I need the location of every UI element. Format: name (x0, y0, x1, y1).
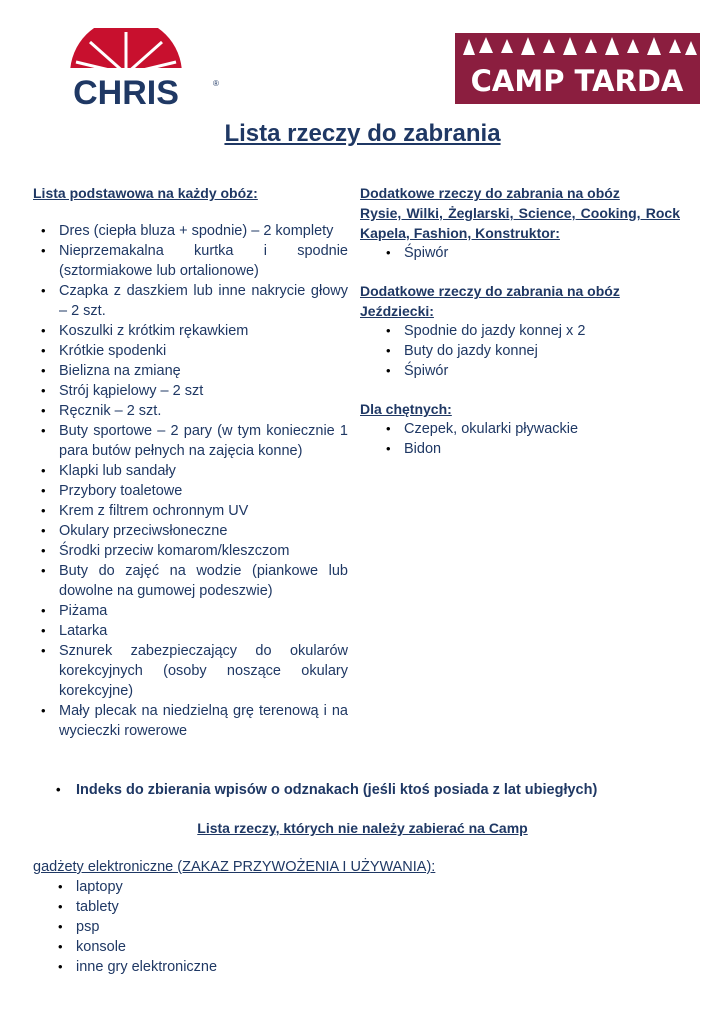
bullet-icon: • (41, 383, 46, 398)
extra-section (360, 183, 680, 459)
bullet-icon: • (41, 463, 46, 478)
extra-camps-heading (360, 183, 680, 243)
basic-list-heading: Lista podstawowa na każdy obóz: (33, 185, 258, 201)
bullet-icon: • (58, 959, 63, 974)
bullet-icon: • (41, 283, 46, 298)
list-item-text: tablety (76, 899, 119, 915)
list-item (360, 341, 680, 361)
list-item-text: Latarka (59, 623, 108, 639)
list-item-text: Ręcznik – 2 szt. (59, 403, 162, 419)
list-item (33, 281, 348, 321)
list-item (33, 641, 348, 701)
list-item-text: Przybory toaletowe (59, 483, 183, 499)
bullet-icon: • (41, 403, 46, 418)
list-item-text: Piżama (59, 603, 108, 619)
chris-logo-text: CHRIS (73, 74, 179, 106)
optional-list (360, 419, 680, 459)
bullet-icon: • (41, 643, 46, 658)
extra-camps-heading-line1: Dodatkowe rzeczy do zabrania na obóz (360, 185, 620, 201)
bullet-icon: • (386, 421, 391, 436)
bullet-icon: • (41, 503, 46, 518)
basic-list (33, 221, 348, 741)
list-item-text: Mały plecak na niedzielną grę terenową i na wycieczki rowerowe (59, 703, 348, 739)
list-item-text: psp (76, 919, 100, 935)
list-item-text: Koszulki z krótkim rękawkiem (59, 323, 249, 339)
bullet-icon: • (41, 223, 46, 238)
list-item (33, 341, 348, 361)
list-item-text: Śpiwór (404, 363, 449, 379)
basic-list-section (33, 183, 348, 741)
bullet-icon: • (58, 899, 63, 914)
list-item (33, 381, 348, 401)
camp-tarda-logo-text: CAMP TARDA (470, 64, 684, 98)
list-item (33, 241, 348, 281)
bullet-icon: • (41, 703, 46, 718)
list-item (33, 361, 348, 381)
bullet-icon: • (41, 363, 46, 378)
bullet-icon: • (58, 939, 63, 954)
list-item-text: Buty sportowe – 2 pary (w tym koniecznie 1 para butów pełnych na zajęcia konne) (59, 423, 348, 459)
bullet-icon: • (386, 323, 391, 338)
bullet-icon: • (41, 563, 46, 578)
bullet-icon: • (386, 245, 391, 260)
list-item-text: Buty do jazdy konnej (404, 343, 538, 359)
list-item (360, 361, 680, 381)
bullet-icon: • (41, 603, 46, 618)
list-item (33, 421, 348, 461)
list-item-text: konsole (76, 939, 126, 955)
list-item-text: Krótkie spodenki (59, 343, 167, 359)
page-title: Lista rzeczy do zabrania (224, 120, 501, 147)
list-item (33, 321, 348, 341)
riding-list (360, 321, 680, 381)
list-item (50, 877, 350, 897)
list-item-text: Bielizna na zmianę (59, 363, 181, 379)
list-item-text: Krem z filtrem ochronnym UV (59, 503, 249, 519)
list-item (33, 501, 348, 521)
list-item (33, 521, 348, 541)
gadgets-list (50, 877, 350, 977)
list-item-text: Śpiwór (404, 245, 449, 261)
list-item-text: Bidon (404, 441, 442, 457)
bullet-icon: • (58, 879, 63, 894)
list-item-text: Czepek, okularki pływackie (404, 421, 579, 437)
list-item-text: Buty do zajęć na wodzie (piankowe lub dowolne na gumowej podeszwie) (59, 563, 348, 599)
camp-tarda-logo (455, 33, 700, 104)
list-item-text: Sznurek zabezpieczający do okularów korekcyjnych (osoby noszące okulary korekcyjne) (59, 643, 348, 699)
list-item (50, 897, 350, 917)
list-item-text: Środki przeciw komarom/kleszczom (59, 543, 290, 559)
registered-mark: ® (213, 79, 219, 88)
bullet-icon: • (56, 782, 61, 797)
list-item (33, 401, 348, 421)
bullet-icon: • (41, 483, 46, 498)
list-item (33, 221, 348, 241)
list-item (50, 957, 350, 977)
index-note-text: Indeks do zbierania wpisów o odznakach (jeśli ktoś posiada z lat ubiegłych) (76, 782, 598, 798)
list-item-text: laptopy (76, 879, 123, 895)
not-allowed-title: Lista rzeczy, których nie należy zabierać na Camp (197, 820, 528, 836)
chris-logo (30, 28, 222, 106)
list-item-text: Strój kąpielowy – 2 szt (59, 383, 204, 399)
list-item-text: Spodnie do jazdy konnej x 2 (404, 323, 586, 339)
bullet-icon: • (58, 919, 63, 934)
bullet-icon: • (386, 343, 391, 358)
list-item (50, 937, 350, 957)
bullet-icon: • (41, 543, 46, 558)
bullet-icon: • (41, 243, 46, 258)
list-item (33, 481, 348, 501)
list-item (33, 541, 348, 561)
list-item (33, 561, 348, 601)
extra-camps-heading-line2: Rysie, Wilki, Żeglarski, Science, Cooking, Rock Kapela, Fashion, Konstruktor: (360, 205, 680, 241)
list-item (50, 917, 350, 937)
list-item-text: Dres (ciepła bluza + spodnie) – 2 komplety (59, 223, 334, 239)
list-item (33, 601, 348, 621)
list-item-text: Klapki lub sandały (59, 463, 176, 479)
gadgets-heading: gadżety elektroniczne (ZAKAZ PRZYWOŻENIA I UŻYWANIA): (33, 859, 436, 875)
optional-heading: Dla chętnych: (360, 401, 452, 417)
index-note (52, 780, 597, 800)
list-item (360, 419, 680, 439)
bullet-icon: • (386, 441, 391, 456)
bullet-icon: • (41, 623, 46, 638)
list-item (33, 621, 348, 641)
bullet-icon: • (386, 363, 391, 378)
list-item-text: Okulary przeciwsłoneczne (59, 523, 228, 539)
bullet-icon: • (41, 423, 46, 438)
list-item (360, 439, 680, 459)
extra-camps-list (360, 243, 680, 263)
bullet-icon: • (41, 323, 46, 338)
bullet-icon: • (41, 343, 46, 358)
list-item-text: inne gry elektroniczne (76, 959, 218, 975)
list-item (360, 243, 680, 263)
list-item (33, 701, 348, 741)
list-item-text: Czapka z daszkiem lub inne nakrycie głowy – 2 szt. (59, 283, 348, 319)
bullet-icon: • (41, 523, 46, 538)
list-item (33, 461, 348, 481)
list-item (360, 321, 680, 341)
riding-heading: Dodatkowe rzeczy do zabrania na obóz Jeździecki: (360, 283, 620, 319)
list-item-text: Nieprzemakalna kurtka i spodnie (sztormiakowe lub ortalionowe) (59, 243, 348, 279)
